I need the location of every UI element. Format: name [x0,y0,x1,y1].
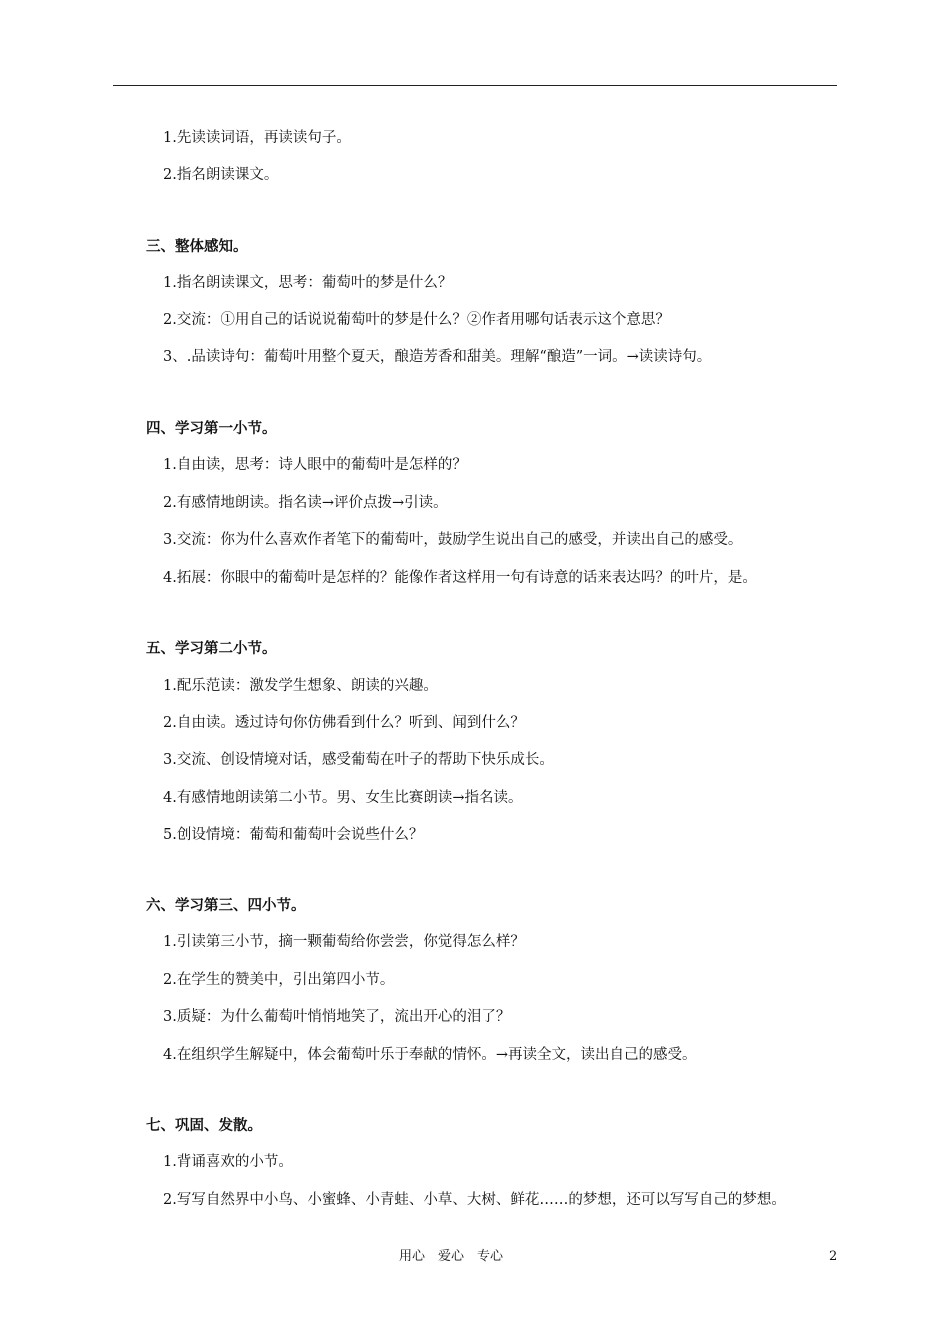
section-heading: 四、学习第一小节。 [146,420,277,437]
list-item: 2.交流：①用自己的话说说葡萄叶的梦是什么？②作者用哪句话表示这个意思？ [163,312,670,328]
list-item: 4.拓展：你眼中的葡萄叶是怎样的？能像作者这样用一句有诗意的话来表达吗？的叶片，是。 [163,570,757,586]
section-heading: 五、学习第二小节。 [146,640,277,657]
list-item: 2.写写自然界中小鸟、小蜜蜂、小青蛙、小草、大树、鲜花……的梦想，还可以写写自己的梦想。 [163,1192,786,1208]
list-item: 1.指名朗读课文，思考：葡萄叶的梦是什么？ [163,275,453,291]
list-item: 1.配乐范读：激发学生想象、朗读的兴趣。 [163,678,438,694]
list-item: 2.指名朗读课文。 [163,167,279,183]
list-item: 1.引读第三小节，摘一颗葡萄给你尝尝，你觉得怎么样？ [163,934,525,950]
list-item: 1.先读读词语，再读读句子。 [163,130,351,146]
header-rule [113,85,837,86]
section-heading: 六、学习第三、四小节。 [146,897,306,914]
list-item: 4.有感情地朗读第二小节。男、女生比赛朗读→指名读。 [163,790,523,806]
list-item: 1.自由读，思考：诗人眼中的葡萄叶是怎样的？ [163,457,467,473]
section-heading: 七、巩固、发散。 [146,1117,262,1134]
list-item: 1.背诵喜欢的小节。 [163,1154,293,1170]
list-item: 3.质疑：为什么葡萄叶悄悄地笑了，流出开心的泪了？ [163,1009,511,1025]
footer-motto: 用心 爱心 专心 [399,1249,504,1264]
list-item: 3.交流：你为什么喜欢作者笔下的葡萄叶，鼓励学生说出自己的感受，并读出自己的感受。 [163,532,743,548]
section-heading: 三、整体感知。 [146,238,248,255]
list-item: 3、.品读诗句：葡萄叶用整个夏天，酿造芳香和甜美。理解“酿造”一词。→读读诗句。 [163,349,712,365]
list-item: 4.在组织学生解疑中，体会葡萄叶乐于奉献的情怀。→再读全文，读出自己的感受。 [163,1047,697,1063]
list-item: 2.在学生的赞美中，引出第四小节。 [163,972,395,988]
list-item: 3.交流、创设情境对话，感受葡萄在叶子的帮助下快乐成长。 [163,752,554,768]
list-item: 2.自由读。透过诗句你仿佛看到什么？听到、闻到什么？ [163,715,525,731]
list-item: 5.创设情境：葡萄和葡萄叶会说些什么？ [163,827,424,843]
page-number: 2 [829,1249,838,1264]
list-item: 2.有感情地朗读。指名读→评价点拨→引读。 [163,495,448,511]
